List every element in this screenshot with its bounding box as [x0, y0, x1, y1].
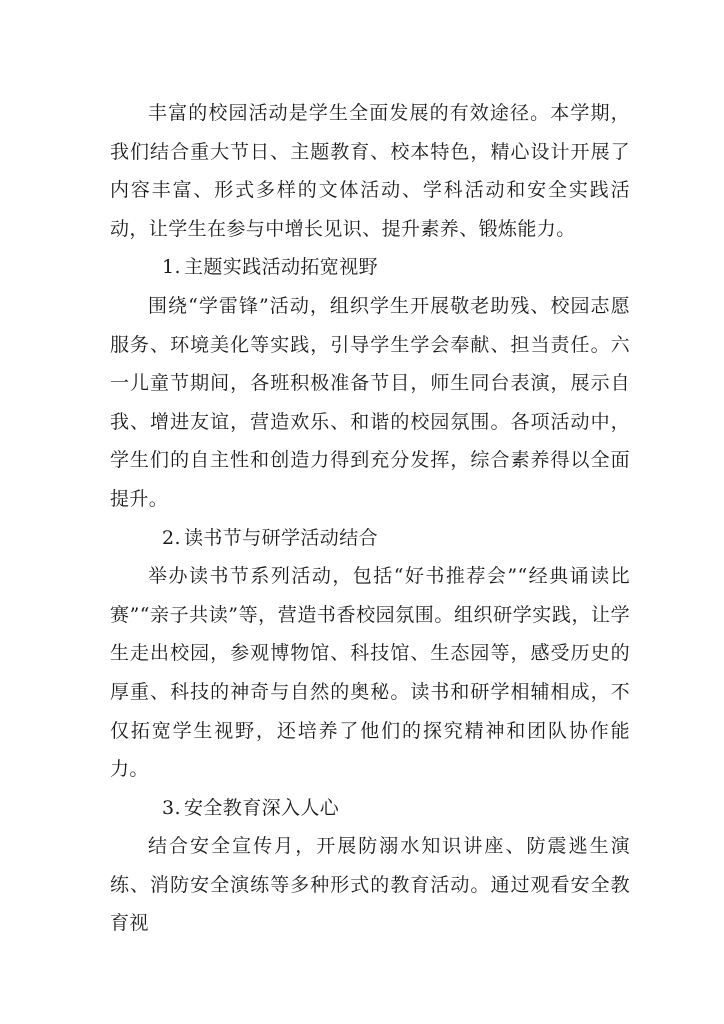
- section-3-heading: [110, 789, 630, 828]
- section-2-number: 2.: [162, 526, 181, 549]
- section-3-number: 3.: [162, 796, 181, 819]
- section-2-heading: [110, 519, 630, 558]
- section-1-title: 主题实践活动拓宽视野: [184, 256, 379, 279]
- section-3-paragraph: 结合安全宣传月，开展防溺水知识讲座、防震逃生演练、消防安全演练等多种形式的教育活动。通过观看安全教育视: [110, 835, 630, 935]
- section-2-paragraph: 举办读书节系列活动，包括“好书推荐会”“经典诵读比赛”“亲子共读”等，营造书香校园氛围。组织研学实践，让学生走出校园，参观博物馆、科技馆、生态园等，感受历史的厚重、科技的神奇与自然的奥秘。读书和研学相辅相成，不仅拓宽学生视野，还培养了他们的探究精神和团队协作能力。: [110, 565, 630, 781]
- section-1-heading: [110, 248, 630, 287]
- section-3-title: 安全教育深入人心: [184, 796, 340, 819]
- section-1-paragraph: 围绕“学雷锋”活动，组织学生开展敬老助残、校园志愿服务、环境美化等实践，引导学生学会奉献、担当责任。六一儿童节期间，各班积极准备节目，师生同台表演，展示自我、增进友谊，营造欢乐、和谐的校园氛围。各项活动中，学生们的自主性和创造力得到充分发挥，综合素养得以全面提升。: [110, 294, 630, 510]
- document-body: [110, 94, 630, 943]
- section-1-number: 1.: [162, 256, 181, 279]
- intro-paragraph: 丰富的校园活动是学生全面发展的有效途径。本学期，我们结合重大节日、主题教育、校本特色，精心设计开展了内容丰富、形式多样的文体活动、学科活动和安全实践活动，让学生在参与中增长见识、提升素养、锻炼能力。: [110, 102, 630, 240]
- section-2-title: 读书节与研学活动结合: [184, 526, 379, 549]
